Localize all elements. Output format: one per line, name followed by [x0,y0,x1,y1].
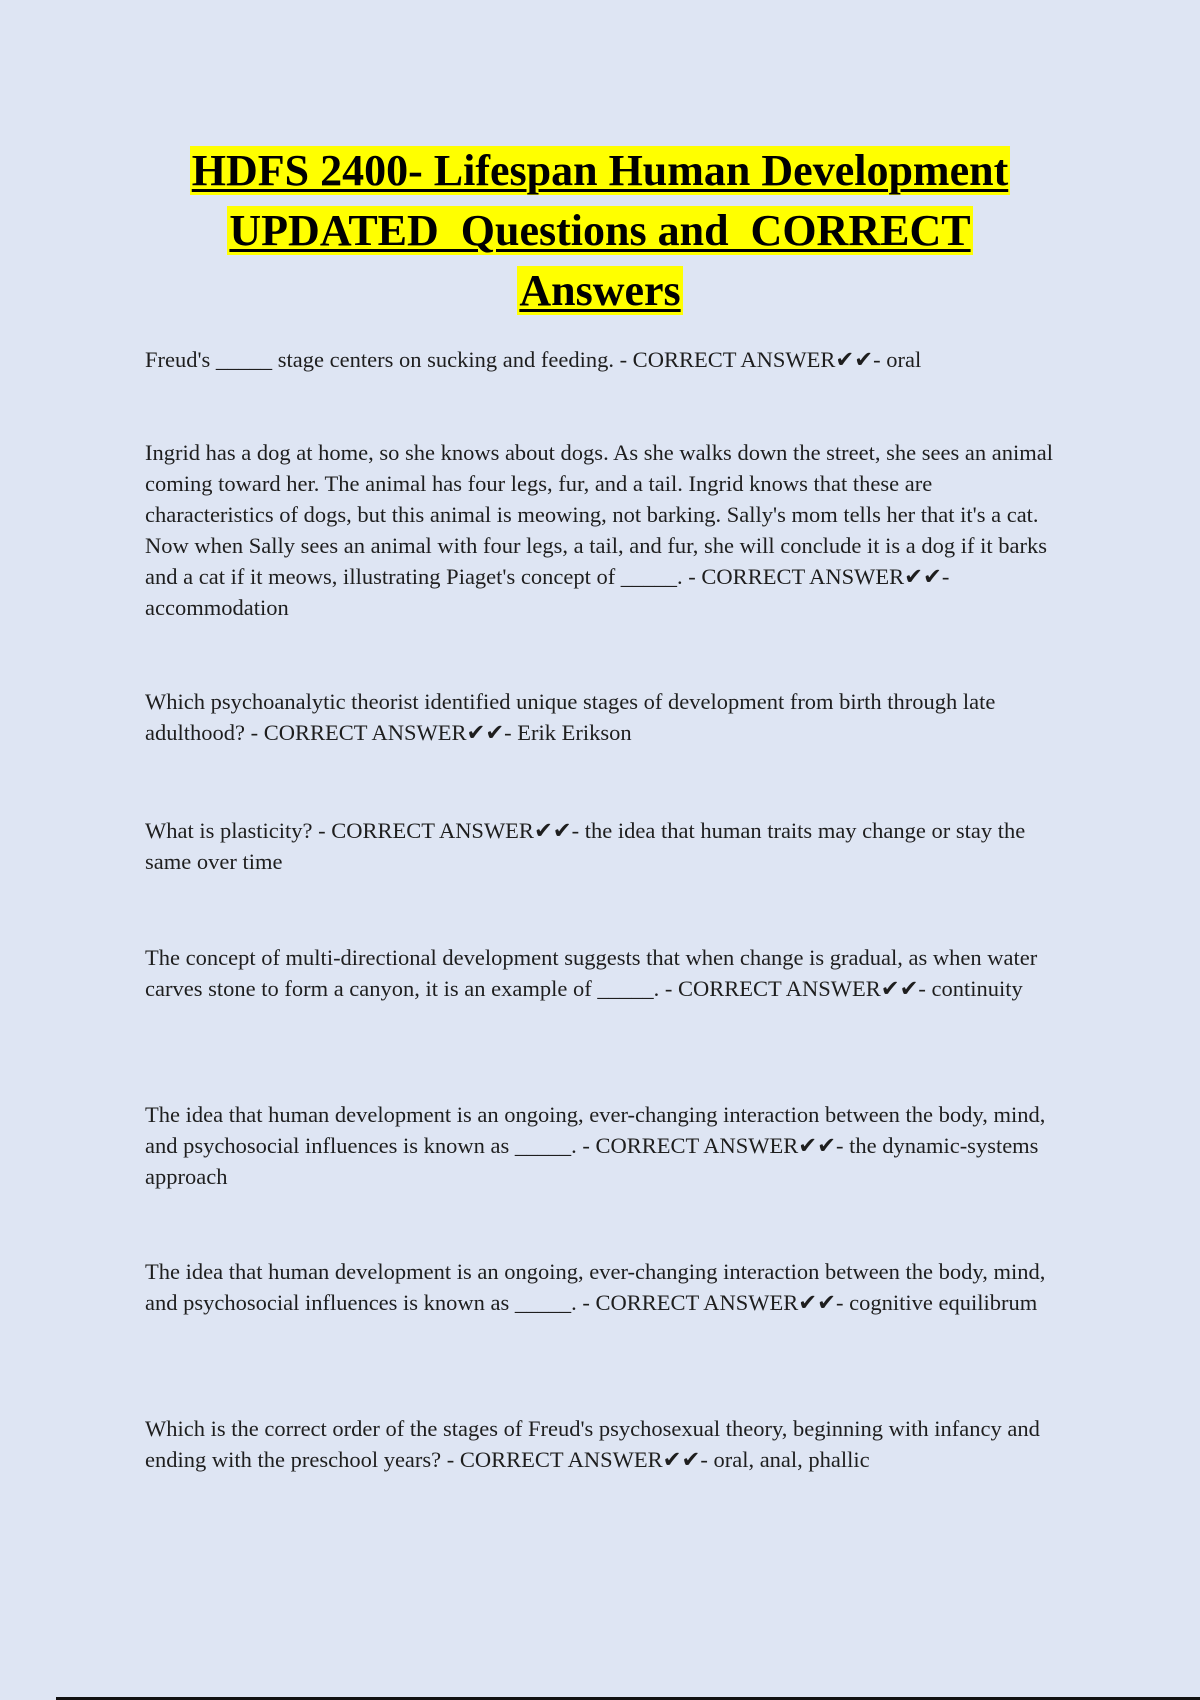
title-line: UPDATED Questions and CORRECT [229,206,971,255]
question-answer: What is plasticity? - CORRECT ANSWER✔✔- the idea that human traits may change or stay the same over time [145,818,1026,874]
title-line: HDFS 2400- Lifespan Human Development [191,146,1009,195]
document-title [100,141,1100,321]
question-answer: The idea that human development is an ongoing, ever-changing interaction between the body, mind, and psychosocial influences is known as _____. - CORRECT ANSWER✔✔- cognitive equilibrum [145,1259,1046,1315]
question-answer: Freud's _____ stage centers on sucking and feeding. - CORRECT ANSWER✔✔- oral [145,347,922,372]
question-answer: Ingrid has a dog at home, so she knows about dogs. As she walks down the street, she sees an animal coming toward her. The animal has four legs, fur, and a tail. Ingrid knows that these are characteristics of dogs, but this animal is meowing, not barking. Sally's mom tells her that it's a cat. Now when Sally sees an animal with four legs, a tail, and fur, she will conclude it is a dog if it barks and a cat if it meows, illustrating Piaget's concept of _____. - CORRECT ANSWER✔✔- accommodation [145,440,1053,620]
question-answer: Which is the correct order of the stages of Freud's psychosexual theory, beginning with infancy and ending with the preschool years? - CORRECT ANSWER✔✔- oral, anal, phallic [145,1416,1040,1472]
question-answer: The idea that human development is an ongoing, ever-changing interaction between the body, mind, and psychosocial influences is known as _____. - CORRECT ANSWER✔✔- the dynamic-systems approach [145,1102,1046,1189]
question-answer: The concept of multi-directional development suggests that when change is gradual, as when water carves stone to form a canyon, it is an example of _____. - CORRECT ANSWER✔✔- continuity [145,945,1038,1001]
question-answer: Which psychoanalytic theorist identified unique stages of development from birth through late adulthood? - CORRECT ANSWER✔✔- Erik Erikson [145,689,996,745]
title-line: Answers [519,266,681,315]
